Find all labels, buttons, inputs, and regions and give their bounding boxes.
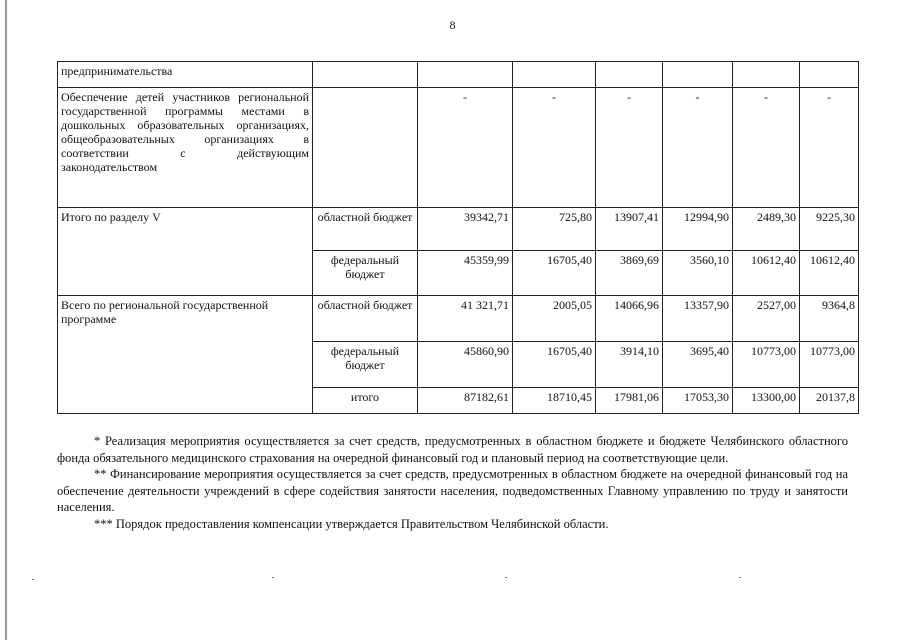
- value-cell: 2527,00: [733, 296, 800, 342]
- value-cell: [663, 62, 733, 88]
- value-cell: 2489,30: [733, 208, 800, 251]
- value-cell: 9225,30: [800, 208, 859, 251]
- value-cell: 2005,05: [513, 296, 596, 342]
- value-cell: 17981,06: [596, 388, 663, 414]
- row-source-cell: итого: [313, 388, 418, 414]
- value-cell: 45359,99: [418, 251, 513, 296]
- value-cell: [800, 62, 859, 88]
- value-cell: 10612,40: [800, 251, 859, 296]
- row-source-cell: федеральный бюджет: [313, 251, 418, 296]
- value-cell: 16705,40: [513, 342, 596, 388]
- value-cell: 3560,10: [663, 251, 733, 296]
- value-cell: -: [418, 88, 513, 208]
- value-cell: -: [800, 88, 859, 208]
- footnote-2: ** Финансирование мероприятия осуществляется за счет средств, предусмотренных в областном бюджете на очередной финансовый год на обеспечение деятельности учреждений в сфере содействия занятости населения, подведомственных Главному управлению по труду и занятости населения.: [57, 467, 848, 514]
- table-row: [58, 62, 859, 88]
- row-name-cell: Итого по разделу V: [58, 208, 313, 296]
- footnote-3: *** Порядок предоставления компенсации утверждается Правительством Челябинской области.: [94, 516, 609, 531]
- value-cell: 10773,00: [733, 342, 800, 388]
- value-cell: 18710,45: [513, 388, 596, 414]
- value-cell: 12994,90: [663, 208, 733, 251]
- value-cell: 87182,61: [418, 388, 513, 414]
- value-cell: 9364,8: [800, 296, 859, 342]
- scan-speck: [32, 579, 34, 580]
- value-cell: 13300,00: [733, 388, 800, 414]
- value-cell: 41 321,71: [418, 296, 513, 342]
- value-cell: 14066,96: [596, 296, 663, 342]
- value-cell: -: [513, 88, 596, 208]
- row-name-cell: Всего по региональной государственной программе: [58, 296, 313, 414]
- table-row: [58, 208, 859, 251]
- scan-speck: [739, 577, 741, 578]
- table-row: [58, 296, 859, 342]
- value-cell: 3914,10: [596, 342, 663, 388]
- row-source-cell: [313, 88, 418, 208]
- value-cell: 39342,71: [418, 208, 513, 251]
- row-source-cell: областной бюджет: [313, 208, 418, 251]
- value-cell: [733, 62, 800, 88]
- scan-speck: [505, 577, 507, 578]
- footnotes: [57, 433, 848, 532]
- value-cell: 16705,40: [513, 251, 596, 296]
- row-name-cell: Обеспечение детей участников региональной государственной программы местами в дошкольных образовательных организациях, общеобразовательных организациях в соответствии с действующим законодательством: [58, 88, 313, 208]
- row-source-cell: федеральный бюджет: [313, 342, 418, 388]
- row-name-cell: предпринимательства: [58, 62, 313, 88]
- value-cell: -: [733, 88, 800, 208]
- scan-left-edge-line: [5, 0, 7, 640]
- value-cell: [596, 62, 663, 88]
- table-row: [58, 88, 859, 208]
- value-cell: [418, 62, 513, 88]
- value-cell: 17053,30: [663, 388, 733, 414]
- footnote-1: * Реализация мероприятия осуществляется за счет средств, предусмотренных в областном бюджете и бюджете Челябинского областного фонда обязательного медицинского страхования на очередной финансовый год и плановый период на соответствующие цели.: [57, 434, 848, 465]
- value-cell: [513, 62, 596, 88]
- value-cell: -: [596, 88, 663, 208]
- value-cell: 725,80: [513, 208, 596, 251]
- scan-speck: [272, 577, 274, 578]
- value-cell: 10612,40: [733, 251, 800, 296]
- value-cell: 13907,41: [596, 208, 663, 251]
- row-source-cell: [313, 62, 418, 88]
- value-cell: 3695,40: [663, 342, 733, 388]
- value-cell: 45860,90: [418, 342, 513, 388]
- value-cell: -: [663, 88, 733, 208]
- value-cell: 13357,90: [663, 296, 733, 342]
- row-source-cell: областной бюджет: [313, 296, 418, 342]
- page-number: 8: [449, 18, 456, 32]
- value-cell: 20137,8: [800, 388, 859, 414]
- budget-table: [57, 61, 859, 414]
- value-cell: 10773,00: [800, 342, 859, 388]
- value-cell: 3869,69: [596, 251, 663, 296]
